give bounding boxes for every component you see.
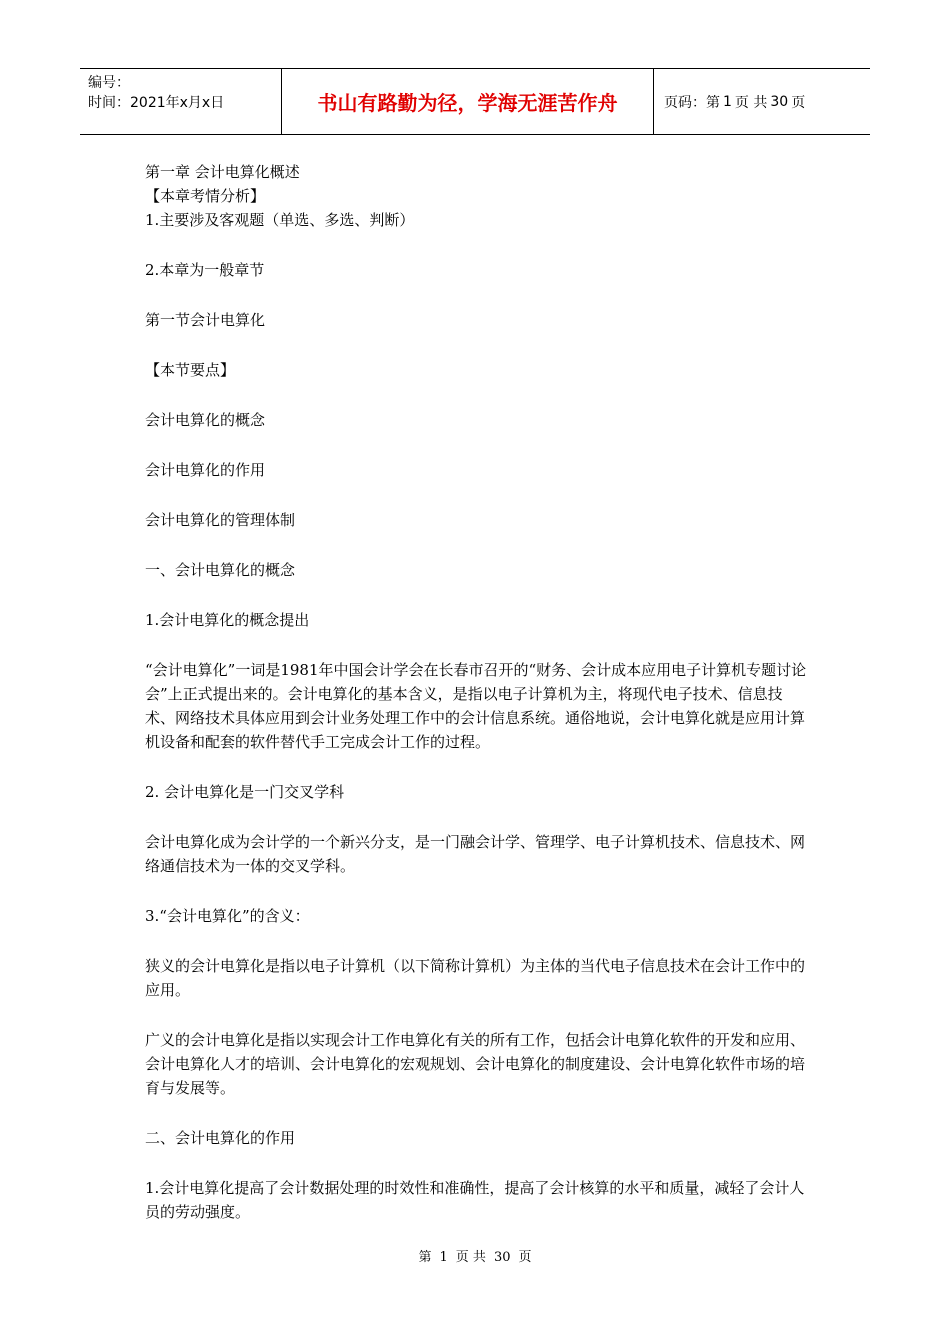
section-heading: 【本章考情分析】 xyxy=(145,187,266,205)
paragraph: 会计电算化成为会计学的一个新兴分支，是一门融会计学、管理学、电子计算机技术、信息技术、网络通信技术为一体的交叉学科。 xyxy=(145,833,806,875)
paragraph: 1.会计电算化提高了会计数据处理的时效性和准确性，提高了会计核算的水平和质量，减轻了会计人员的劳动强度。 xyxy=(145,1179,805,1221)
page-total: 30 xyxy=(770,93,789,110)
footer-page: 1 xyxy=(439,1250,448,1265)
page-footer xyxy=(0,1246,950,1265)
page-prefix: 页码：第 xyxy=(664,94,720,111)
footer-total: 30 xyxy=(493,1250,511,1265)
section-heading: 二、会计电算化的作用 xyxy=(145,1129,296,1147)
paragraph: 会计电算化的作用 xyxy=(145,461,266,479)
paragraph: “会计电算化”一词是1981年中国会计学会在长春市召开的“财务、会计成本应用电子计算机专题讨论会”上正式提出来的。会计电算化的基本含义，是指以电子计算机为主，将现代电子技术、信息技术、网络技术具体应用到会计业务处理工作中的会计信息系统。通俗地说，会计电算化就是应用计算机设备和配套的软件替代手工完成会计工作的过程。 xyxy=(145,661,807,751)
document-header xyxy=(80,68,870,135)
page-suffix: 页 xyxy=(791,94,806,111)
document-body xyxy=(145,160,810,1224)
page-number: 1 xyxy=(723,93,732,110)
paragraph: 会计电算化的概念 xyxy=(145,411,266,429)
chapter-title: 第一章 会计电算化概述 xyxy=(145,163,300,181)
paragraph: 会计电算化的管理体制 xyxy=(145,511,296,529)
paragraph: 2.本章为一般章节 xyxy=(145,261,265,279)
section-title: 第一节会计电算化 xyxy=(145,311,266,329)
document-number-label: 编号： xyxy=(88,75,130,91)
footer-mid: 页 共 xyxy=(455,1250,486,1265)
footer-prefix: 第 xyxy=(418,1250,432,1265)
paragraph: 1.主要涉及客观题（单选、多选、判断） xyxy=(145,211,415,229)
paragraph: 1.会计电算化的概念提出 xyxy=(145,611,310,629)
page-mid: 页 共 xyxy=(734,94,768,111)
paragraph: 狭义的会计电算化是指以电子计算机（以下简称计算机）为主体的当代电子信息技术在会计工作中的应用。 xyxy=(145,957,806,999)
section-heading: 【本节要点】 xyxy=(145,361,236,379)
header-meta-cell xyxy=(80,69,282,134)
paragraph: 广义的会计电算化是指以实现会计工作电算化有关的所有工作，包括会计电算化软件的开发和应用、会计电算化人才的培训、会计电算化的宏观规划、会计电算化的制度建设、会计电算化软件市场的培育与发展等。 xyxy=(145,1031,806,1097)
header-motto: 书山有路勤为径，学海无涯苦作舟 xyxy=(282,69,654,134)
document-date-label: 时间：2021年x月x日 xyxy=(88,95,225,111)
section-heading: 一、会计电算化的概念 xyxy=(145,561,296,579)
paragraph: 3.“会计电算化”的含义： xyxy=(145,907,310,925)
header-page-info xyxy=(654,69,870,134)
footer-suffix: 页 xyxy=(518,1250,532,1265)
paragraph: 2. 会计电算化是一门交叉学科 xyxy=(145,783,345,801)
